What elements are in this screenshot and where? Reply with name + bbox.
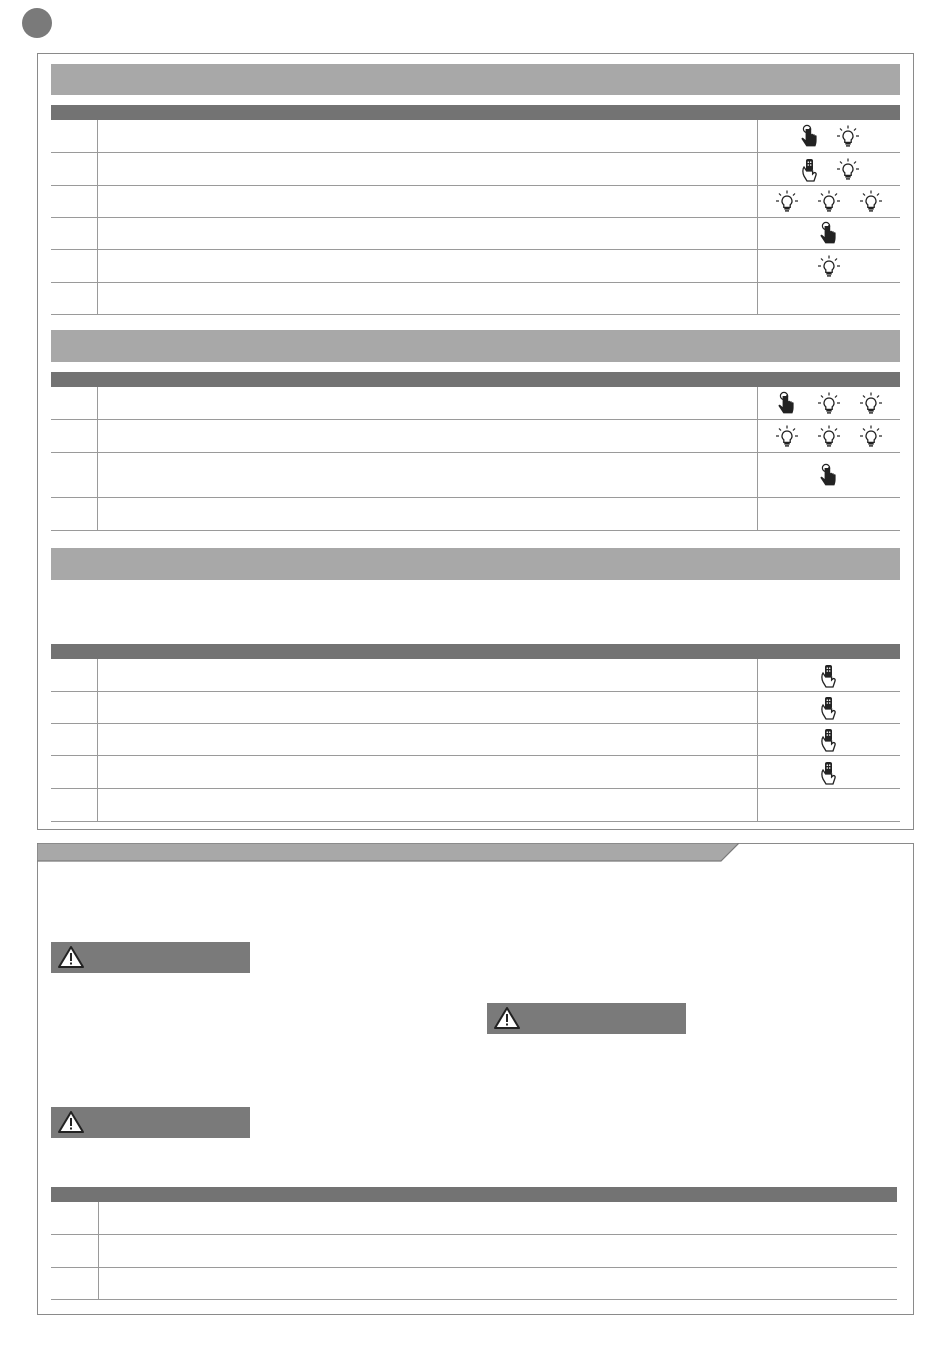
section4-table-row bbox=[51, 1235, 897, 1268]
hand-remote-icon bbox=[816, 663, 842, 689]
warning-triangle-icon bbox=[57, 1110, 85, 1134]
led-light-icon bbox=[816, 424, 842, 450]
led-light-icon bbox=[858, 189, 884, 215]
section2-row-icons bbox=[757, 420, 900, 453]
led-light-icon bbox=[816, 254, 842, 280]
hand-press-icon bbox=[816, 221, 842, 247]
hand-press-icon bbox=[797, 124, 823, 150]
section3-table bbox=[51, 659, 900, 822]
section3-table-row bbox=[51, 789, 900, 822]
section4-table-row bbox=[51, 1202, 897, 1235]
section4-table bbox=[51, 1202, 897, 1300]
led-light-icon bbox=[835, 157, 861, 183]
section2-title-band bbox=[51, 330, 900, 362]
hand-remote-icon bbox=[816, 760, 842, 786]
lower-panel-tab bbox=[37, 843, 739, 862]
hand-remote-icon bbox=[816, 727, 842, 753]
section1-row-icons bbox=[757, 218, 900, 250]
led-light-icon bbox=[774, 189, 800, 215]
warning-triangle-icon bbox=[57, 945, 85, 969]
hand-remote-icon bbox=[797, 157, 823, 183]
section1-row-icons bbox=[757, 186, 900, 218]
hand-press-icon bbox=[774, 391, 800, 417]
section1-title-band bbox=[51, 64, 900, 95]
led-light-icon bbox=[858, 424, 884, 450]
page-number-dot bbox=[22, 8, 52, 38]
section2-table-header bbox=[51, 372, 900, 387]
section2-row-icons bbox=[757, 387, 900, 420]
section1-table bbox=[51, 120, 900, 315]
led-light-icon bbox=[816, 391, 842, 417]
warning-box-3 bbox=[51, 1107, 250, 1138]
warning-box-1 bbox=[51, 942, 250, 973]
warning-box-2 bbox=[487, 1003, 686, 1034]
led-light-icon bbox=[835, 124, 861, 150]
section3-row-icons bbox=[757, 659, 900, 692]
section3-row-icons bbox=[757, 692, 900, 724]
warning-triangle-icon bbox=[493, 1006, 521, 1030]
section1-row-icons bbox=[757, 250, 900, 283]
led-light-icon bbox=[858, 391, 884, 417]
section3-row-icons bbox=[757, 724, 900, 756]
section2-table-row bbox=[51, 498, 900, 531]
led-light-icon bbox=[816, 189, 842, 215]
section1-table-header bbox=[51, 105, 900, 120]
section1-row-icons bbox=[757, 120, 900, 153]
hand-press-icon bbox=[816, 463, 842, 489]
section3-title-band bbox=[51, 548, 900, 580]
section1-row-icons bbox=[757, 153, 900, 186]
led-light-icon bbox=[774, 424, 800, 450]
section4-table-header bbox=[51, 1187, 897, 1202]
section2-row-icons bbox=[757, 453, 900, 498]
section2-table bbox=[51, 387, 900, 531]
section1-table-row bbox=[51, 283, 900, 315]
section3-table-header bbox=[51, 644, 900, 659]
section3-row-icons bbox=[757, 756, 900, 789]
hand-remote-icon bbox=[816, 695, 842, 721]
section4-table-row bbox=[51, 1268, 897, 1300]
